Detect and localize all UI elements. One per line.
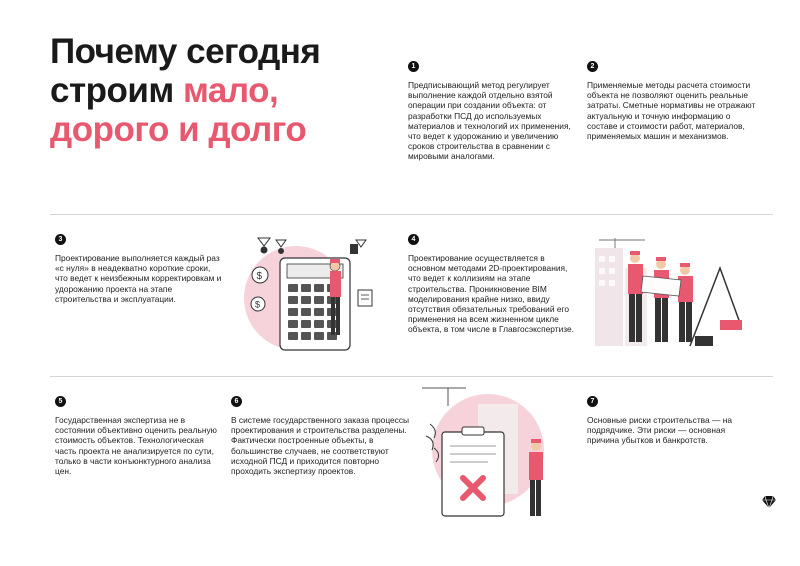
engineers-illustration <box>585 228 745 356</box>
item-text: Государственная экспертиза не в состоянии объективно оценить реальную стоимость объектов. Технологическая часть проекта не анализируется по сути, только в части конъюнктурного анализа цен. <box>55 415 217 477</box>
item-text: Применяемые методы расчета стоимости объекта не позволяют оценить реальные затраты. Сметные нормативы не отражают актуальную и точную информацию о составе и стоимости работ, материалов, применяемых машин и механизмов. <box>587 80 756 142</box>
item-number-badge: 2 <box>587 61 598 72</box>
item-number-badge: 6 <box>231 396 242 407</box>
title-accent-2: дорого и долго <box>50 110 307 149</box>
svg-text:$: $ <box>255 299 261 310</box>
item-number-badge: 3 <box>55 234 66 245</box>
item-5 <box>55 390 225 476</box>
item-3 <box>55 228 225 304</box>
item-text: Основные риски строительства — на подрядчике. Эти риски — основная причина убытков и банкротств. <box>587 415 732 446</box>
item-7 <box>587 390 732 446</box>
title-line-2: строим <box>50 71 183 110</box>
svg-text:$: $ <box>256 271 263 282</box>
row-divider-2 <box>50 376 773 377</box>
item-4 <box>408 228 578 335</box>
item-number-badge: 4 <box>408 234 419 245</box>
rejected-document-illustration <box>418 384 558 524</box>
item-number-badge: 1 <box>408 61 419 72</box>
diamond-logo-icon <box>762 496 776 508</box>
item-number-badge: 5 <box>55 396 66 407</box>
title-line-1: Почему сегодня <box>50 32 321 71</box>
item-number-badge: 7 <box>587 396 598 407</box>
row-divider-1 <box>50 214 773 215</box>
item-text: В системе государственного заказа процессы проектирования и строительства разделены. Фактически построенные объекты, в большинстве случаев, не соответствуют исходной ПСД и приходится повторно проходить экспертизу проектов. <box>231 415 410 477</box>
page-title <box>50 32 320 149</box>
item-text: Предписывающий метод регулирует выполнение каждой отдельно взятой операции при создании объекта: от разработки ПСД до используемых материалов и технологий их применения, что ведет к удорожанию и увеличению сроков строительства в сравнении с мировыми аналогами. <box>408 80 571 162</box>
item-6 <box>231 390 411 476</box>
item-2 <box>587 55 757 141</box>
item-text: Проектирование выполняется каждый раз «с нуля» в неадекватно короткие сроки, что ведет к неизбежным корректировкам и удорожанию проекта на этапе строительства и эксплуатации. <box>55 253 222 304</box>
item-text: Проектирование осуществляется в основном методами 2D-проектирования, что ведет к коллизиям на этапе строительства. Проникновение BIM моделирования крайне низко, ввиду отсутствия обязательных требований его применения на всем жизненном цикле объекта, в том числе в Главгосэкспертизе. <box>408 253 575 335</box>
item-1 <box>408 55 578 162</box>
calculator-illustration <box>238 228 388 363</box>
title-accent-1: мало, <box>183 71 279 110</box>
